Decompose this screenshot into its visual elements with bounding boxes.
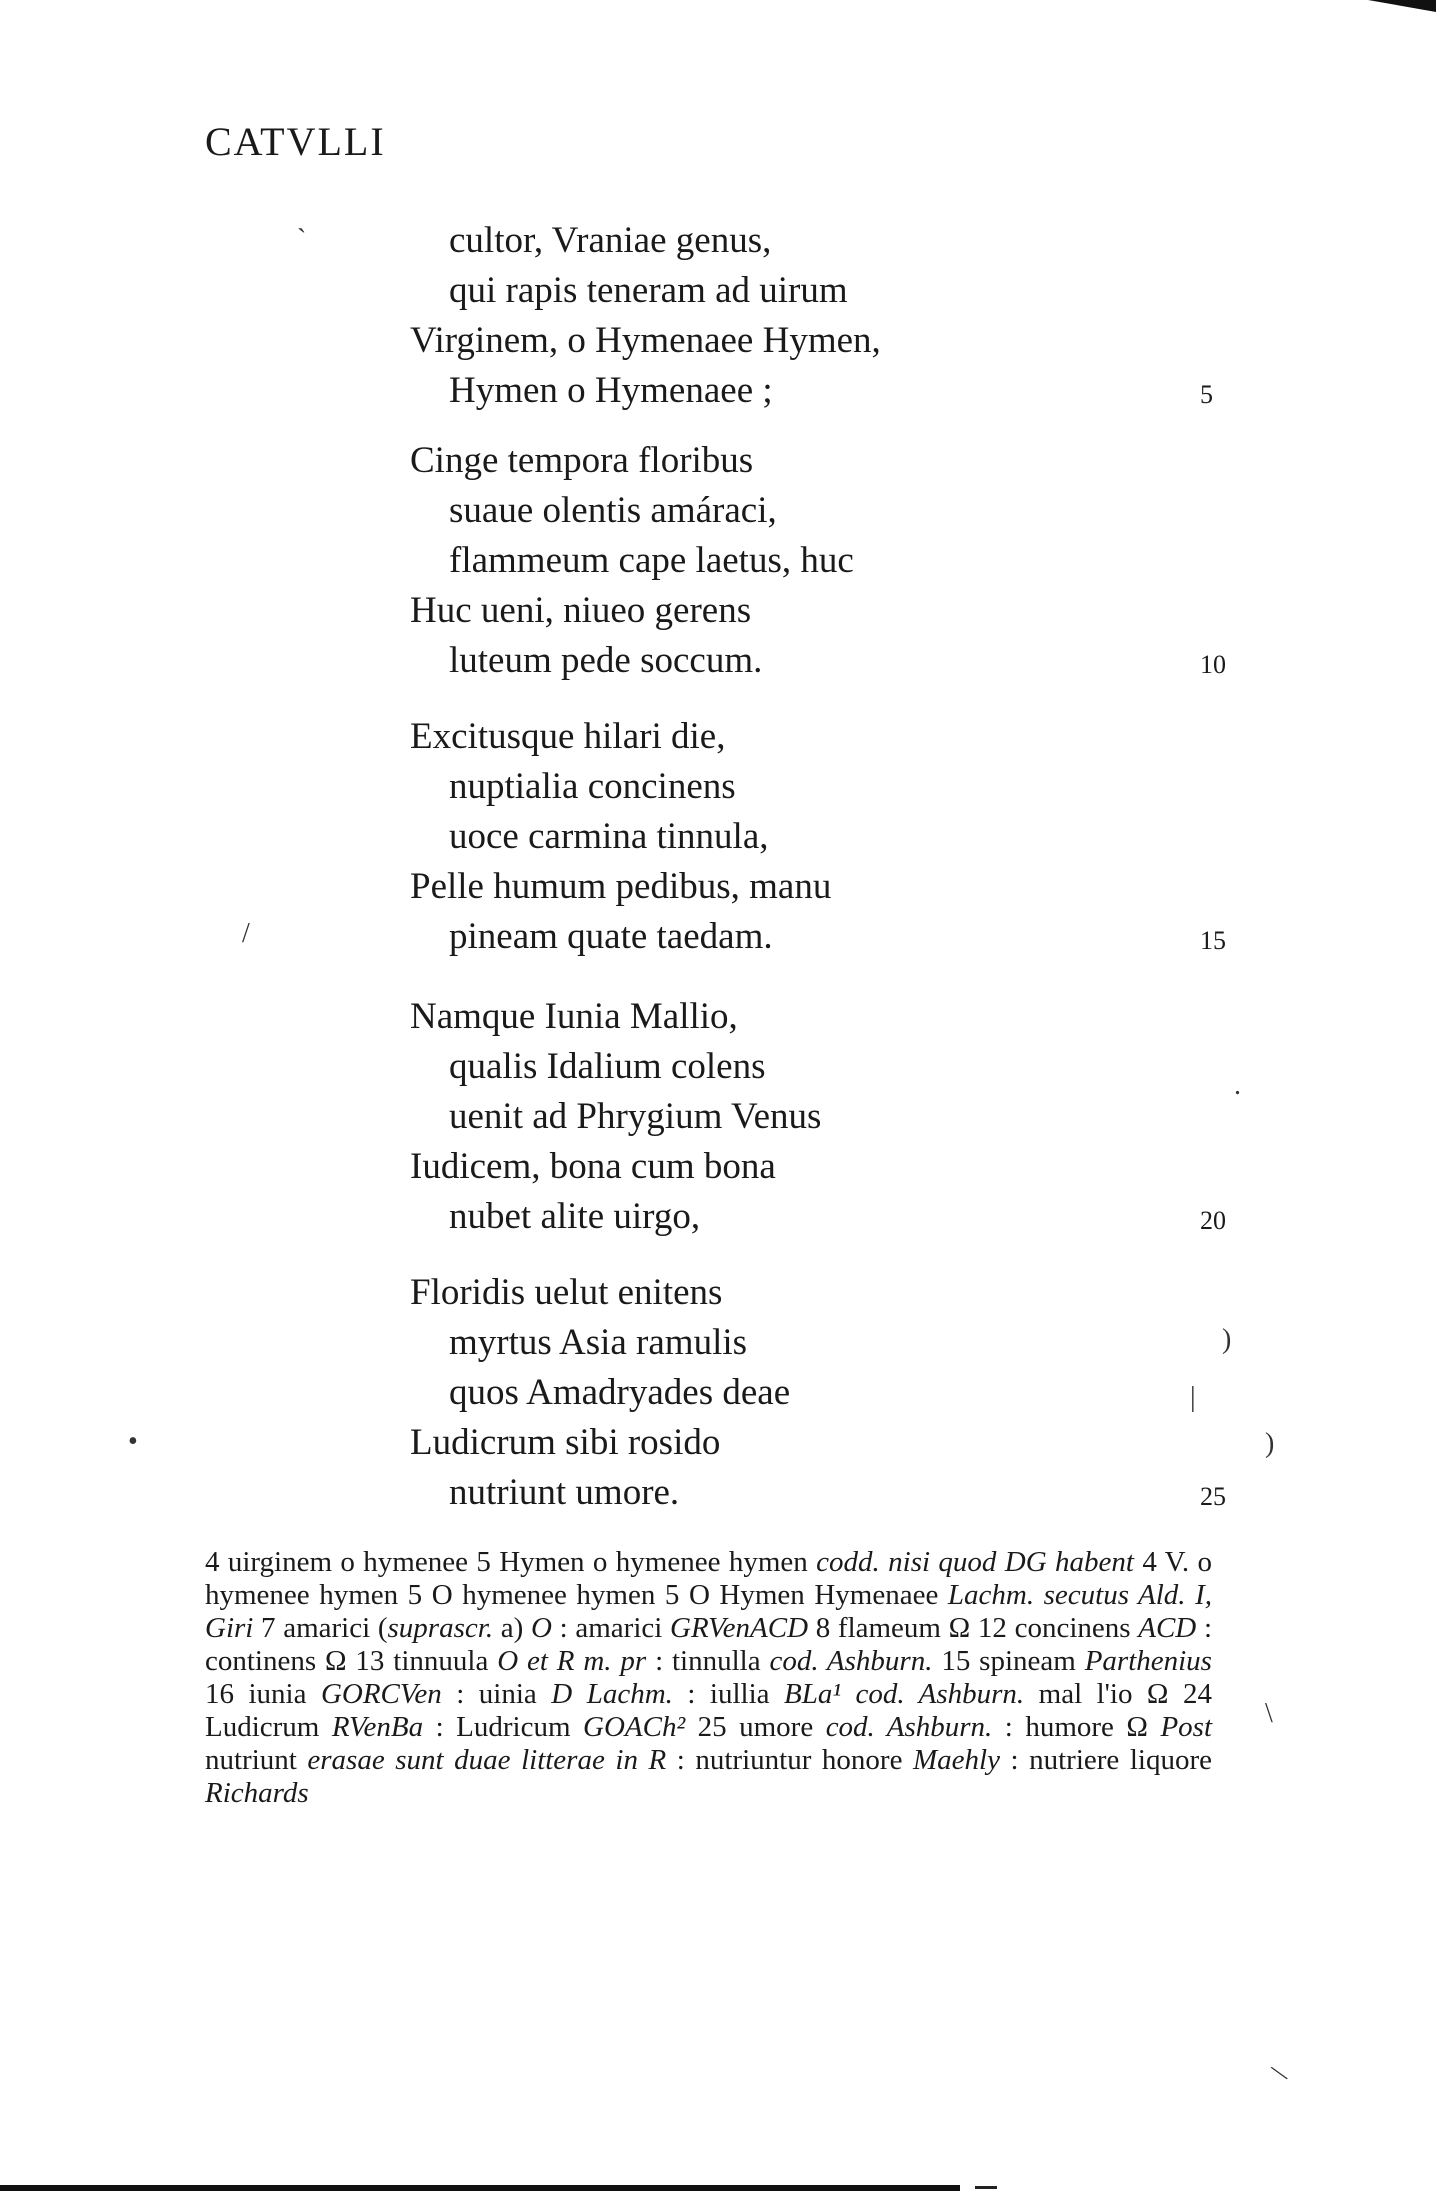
line-number: 25 xyxy=(1200,1482,1226,1511)
apparatus-text: : tinnulla xyxy=(646,1645,770,1677)
verse-line: pineam quate taedam. xyxy=(449,916,773,957)
apparatus-text: 8 flameum Ω 12 concinens xyxy=(808,1612,1139,1644)
bottom-rule-dash xyxy=(975,2186,997,2189)
margin-mark: . xyxy=(1234,1070,1241,1101)
apparatus-text: : humore Ω xyxy=(992,1711,1161,1743)
verse-line: uoce carmina tinnula, xyxy=(449,816,769,857)
verse-line: myrtus Asia ramulis xyxy=(449,1322,748,1363)
verse-line: qui rapis teneram ad uirum xyxy=(449,270,848,311)
verse-line: Namque Iunia Mallio, xyxy=(410,996,738,1037)
apparatus-siglum: Parthenius xyxy=(1084,1645,1212,1677)
apparatus-text: 16 iunia xyxy=(205,1678,321,1710)
apparatus-text: : amarici xyxy=(551,1612,671,1644)
verse-line: nubet alite uirgo, xyxy=(449,1196,701,1237)
line-number: 10 xyxy=(1200,650,1226,679)
verse-line: uenit ad Phrygium Venus xyxy=(449,1096,822,1137)
line-number: 5 xyxy=(1200,380,1213,409)
line-number: 20 xyxy=(1200,1206,1226,1235)
critical-apparatus xyxy=(205,1546,1212,1810)
verse-line: Excitusque hilari die, xyxy=(410,716,726,757)
apparatus-text: 7 amarici ( xyxy=(253,1612,388,1644)
apparatus-text: a) xyxy=(493,1612,531,1644)
margin-mark: ˋ xyxy=(297,224,307,255)
verse-line: Ludicrum sibi rosido xyxy=(410,1422,721,1463)
running-head: CATVLLI xyxy=(205,119,386,164)
margin-mark: \ xyxy=(1267,2058,1292,2089)
verse-line: Virginem, o Hymenaee Hymen, xyxy=(410,320,881,361)
apparatus-siglum: GRVenACD xyxy=(670,1612,809,1644)
apparatus-siglum: GORCVen xyxy=(320,1678,442,1710)
apparatus-text: : nutriuntur honore xyxy=(666,1744,913,1776)
verse-line: cultor, Vraniae genus, xyxy=(449,220,772,261)
apparatus-siglum: suprascr. xyxy=(387,1612,494,1644)
apparatus-text: : nutriere liquore xyxy=(999,1744,1212,1776)
apparatus-siglum: Maehly xyxy=(913,1744,1000,1776)
verse-line: nuptialia concinens xyxy=(449,766,736,807)
margin-mark: ) xyxy=(1265,1428,1275,1459)
verse-line: suaue olentis amáraci, xyxy=(449,490,777,531)
apparatus-text: mal l'io Ω 24 Ludicrum xyxy=(205,1678,1212,1743)
bottom-rule xyxy=(0,2185,960,2191)
apparatus-text: nutriunt xyxy=(205,1744,308,1776)
apparatus-siglum: Lachm. secutus Ald. I, Giri xyxy=(205,1579,1212,1644)
apparatus-siglum: GOACh² xyxy=(583,1711,686,1743)
line-number: 15 xyxy=(1200,926,1226,955)
apparatus-siglum: D Lachm. xyxy=(551,1678,673,1710)
apparatus-text: : Ludricum xyxy=(423,1711,583,1743)
apparatus-siglum: RVenBa xyxy=(331,1711,424,1743)
apparatus-text: : continens Ω 13 tinnuula xyxy=(205,1612,1212,1677)
apparatus-siglum: BLa¹ cod. Ashburn. xyxy=(784,1678,1025,1710)
verse-line: qualis Idalium colens xyxy=(449,1046,766,1087)
scan-corner-mark xyxy=(1368,0,1436,12)
verse-line: luteum pede soccum. xyxy=(449,640,763,681)
apparatus-siglum: O xyxy=(530,1612,552,1644)
apparatus-text: 4 uirginem o hymenee 5 Hymen o hymenee hymen xyxy=(205,1546,817,1578)
apparatus-text: 25 umore xyxy=(685,1711,826,1743)
apparatus-siglum: codd. nisi quod DG habent xyxy=(816,1546,1134,1578)
apparatus-siglum: cod. Ashburn. xyxy=(825,1711,993,1743)
margin-mark: | xyxy=(1190,1382,1196,1413)
apparatus-text: 15 spineam xyxy=(932,1645,1085,1677)
apparatus-text: : iullia xyxy=(672,1678,785,1710)
margin-mark: \ xyxy=(1265,1698,1273,1729)
verse-line: quos Amadryades deae xyxy=(449,1372,791,1413)
margin-mark: / xyxy=(242,918,250,949)
verse-line: Hymen o Hymenaee ; xyxy=(449,370,773,411)
verse-line: Huc ueni, niueo gerens xyxy=(410,590,752,631)
apparatus-siglum: Post xyxy=(1160,1711,1213,1743)
margin-mark: ) xyxy=(1222,1324,1232,1355)
margin-mark: • xyxy=(128,1426,138,1457)
apparatus-siglum: Richards xyxy=(205,1777,309,1809)
apparatus-siglum: cod. Ashburn. xyxy=(769,1645,933,1677)
verse-line: Floridis uelut enitens xyxy=(410,1272,723,1313)
verse-line: flammeum cape laetus, huc xyxy=(449,540,854,581)
apparatus-siglum: O et R m. pr xyxy=(497,1645,647,1677)
verse-line: Iudicem, bona cum bona xyxy=(410,1146,776,1187)
apparatus-text: : uinia xyxy=(441,1678,552,1710)
apparatus-siglum: erasae sunt duae litterae in R xyxy=(307,1744,667,1776)
verse-line: nutriunt umore. xyxy=(449,1472,680,1513)
apparatus-siglum: ACD xyxy=(1138,1612,1197,1644)
verse-line: Cinge tempora floribus xyxy=(410,440,754,481)
verse-line: Pelle humum pedibus, manu xyxy=(410,866,832,907)
apparatus-text: 4 V. o hymenee hymen 5 O hymenee hymen 5 O Hymen Hymenaee xyxy=(205,1546,1212,1611)
